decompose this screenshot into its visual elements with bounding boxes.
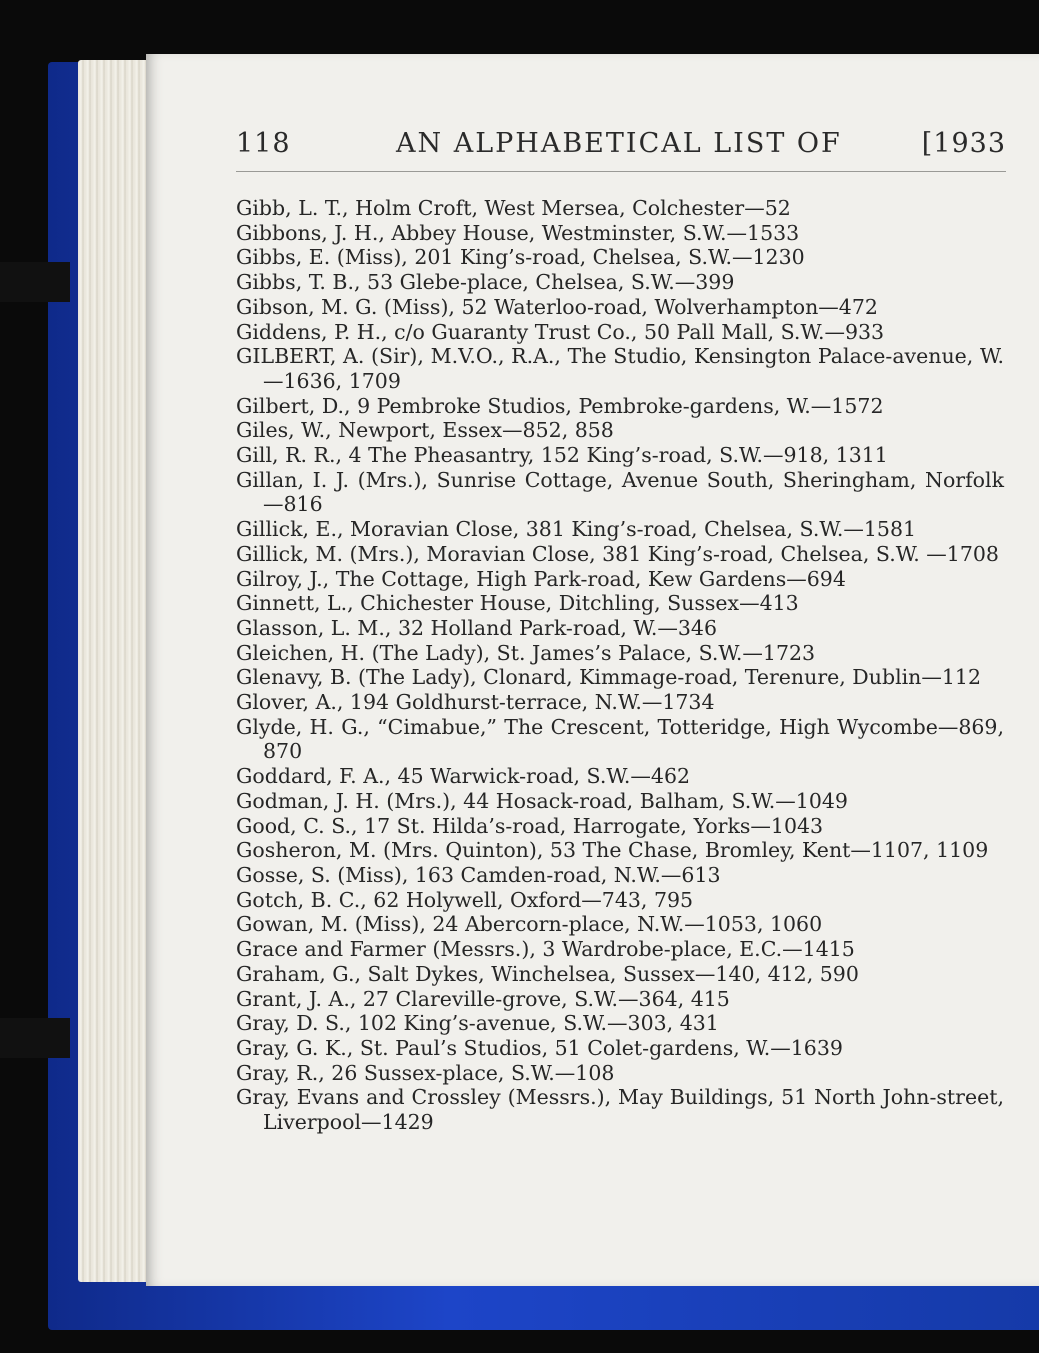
list-item: Ginnett, L., Chichester House, Ditchling, Sussex—413 xyxy=(236,591,799,616)
list-item: Gilroy, J., The Cottage, High Park-road, Kew Gardens—694 xyxy=(236,566,846,591)
list-item: Grace and Farmer (Messrs.), 3 Wardrobe-place, E.C.—1415 xyxy=(236,937,855,962)
list-item: Giles, W., Newport, Essex—852, 858 xyxy=(236,418,614,443)
list-item: Godman, J. H. (Mrs.), 44 Hosack-road, Balham, S.W.—1049 xyxy=(236,788,848,813)
list-item: Gowan, M. (Miss), 24 Abercorn-place, N.W.—1053, 1060 xyxy=(236,912,823,937)
header-year: [1933 xyxy=(921,128,1006,159)
list-item: Gibbs, E. (Miss), 201 King’s-road, Chelsea, S.W.—1230 xyxy=(236,245,805,270)
entry-list xyxy=(236,196,1004,1135)
list-item: Glasson, L. M., 32 Holland Park-road, W.—346 xyxy=(236,615,717,640)
running-header xyxy=(236,128,1006,168)
list-item: Gosse, S. (Miss), 163 Camden-road, N.W.—613 xyxy=(236,862,721,887)
list-item: Grant, J. A., 27 Clareville-grove, S.W.—364, 415 xyxy=(236,986,730,1011)
list-item: Giddens, P. H., c/o Guaranty Trust Co., 50 Pall Mall, S.W.—933 xyxy=(236,319,885,344)
header-rule xyxy=(236,171,1006,172)
page-number: 118 xyxy=(236,128,291,159)
bookmark-ribbon-top xyxy=(0,262,70,302)
list-item: Gibb, L. T., Holm Croft, West Mersea, Colchester—52 xyxy=(236,196,791,220)
list-item: Gibbons, J. H., Abbey House, Westminster, S.W.—1533 xyxy=(236,220,800,245)
list-item: Glenavy, B. (The Lady), Clonard, Kimmage-road, Terenure, Dublin—112 xyxy=(236,665,982,690)
list-item: Gosheron, M. (Mrs. Quinton), 53 The Chase, Bromley, Kent—1107, 1109 xyxy=(236,838,989,863)
list-item: Gray, D. S., 102 King’s-avenue, S.W.—303, 431 xyxy=(236,1011,719,1036)
list-item: Gillick, M. (Mrs.), Moravian Close, 381 King’s-road, Chelsea, S.W. —1708 xyxy=(236,541,999,566)
list-item: GILBERT, A. (Sir), M.V.O., R.A., The Studio, Kensington Palace-avenue, W.—1636, 1709 xyxy=(236,344,1004,393)
list-item: Gray, G. K., St. Paul’s Studios, 51 Colet-gardens, W.—1639 xyxy=(236,1035,843,1060)
list-item: Gibson, M. G. (Miss), 52 Waterloo-road, Wolverhampton—472 xyxy=(236,294,878,319)
list-item: Glyde, H. G., “Cimabue,” The Crescent, Totteridge, High Wycombe—869, 870 xyxy=(236,714,1004,764)
bookmark-ribbon-bottom xyxy=(0,1018,70,1058)
page-title: AN ALPHABETICAL LIST OF xyxy=(396,128,842,159)
list-item: Good, C. S., 17 St. Hilda’s-road, Harrogate, Yorks—1043 xyxy=(236,813,824,838)
list-item: Graham, G., Salt Dykes, Winchelsea, Sussex—140, 412, 590 xyxy=(236,961,859,986)
list-item: Gillick, E., Moravian Close, 381 King’s-road, Chelsea, S.W.—1581 xyxy=(236,517,917,542)
list-item: Gilbert, D., 9 Pembroke Studios, Pembroke-gardens, W.—1572 xyxy=(236,393,884,418)
list-item: Gill, R. R., 4 The Pheasantry, 152 King’s-road, S.W.—918, 1311 xyxy=(236,443,888,468)
list-item: Gray, Evans and Crossley (Messrs.), May Buildings, 51 North John-street, Liverpool—1429 xyxy=(236,1085,1004,1135)
list-item: Gray, R., 26 Sussex-place, S.W.—108 xyxy=(236,1060,615,1085)
list-item: Gleichen, H. (The Lady), St. James’s Palace, S.W.—1723 xyxy=(236,640,816,665)
list-item: Glover, A., 194 Goldhurst-terrace, N.W.—1734 xyxy=(236,690,715,715)
list-item: Gillan, I. J. (Mrs.), Sunrise Cottage, Avenue South, Sheringham, Norfolk—816 xyxy=(236,467,1004,517)
list-item: Gibbs, T. B., 53 Glebe-place, Chelsea, S.W.—399 xyxy=(236,270,735,295)
list-item: Gotch, B. C., 62 Holywell, Oxford—743, 795 xyxy=(236,887,694,912)
list-item: Goddard, F. A., 45 Warwick-road, S.W.—462 xyxy=(236,764,691,789)
